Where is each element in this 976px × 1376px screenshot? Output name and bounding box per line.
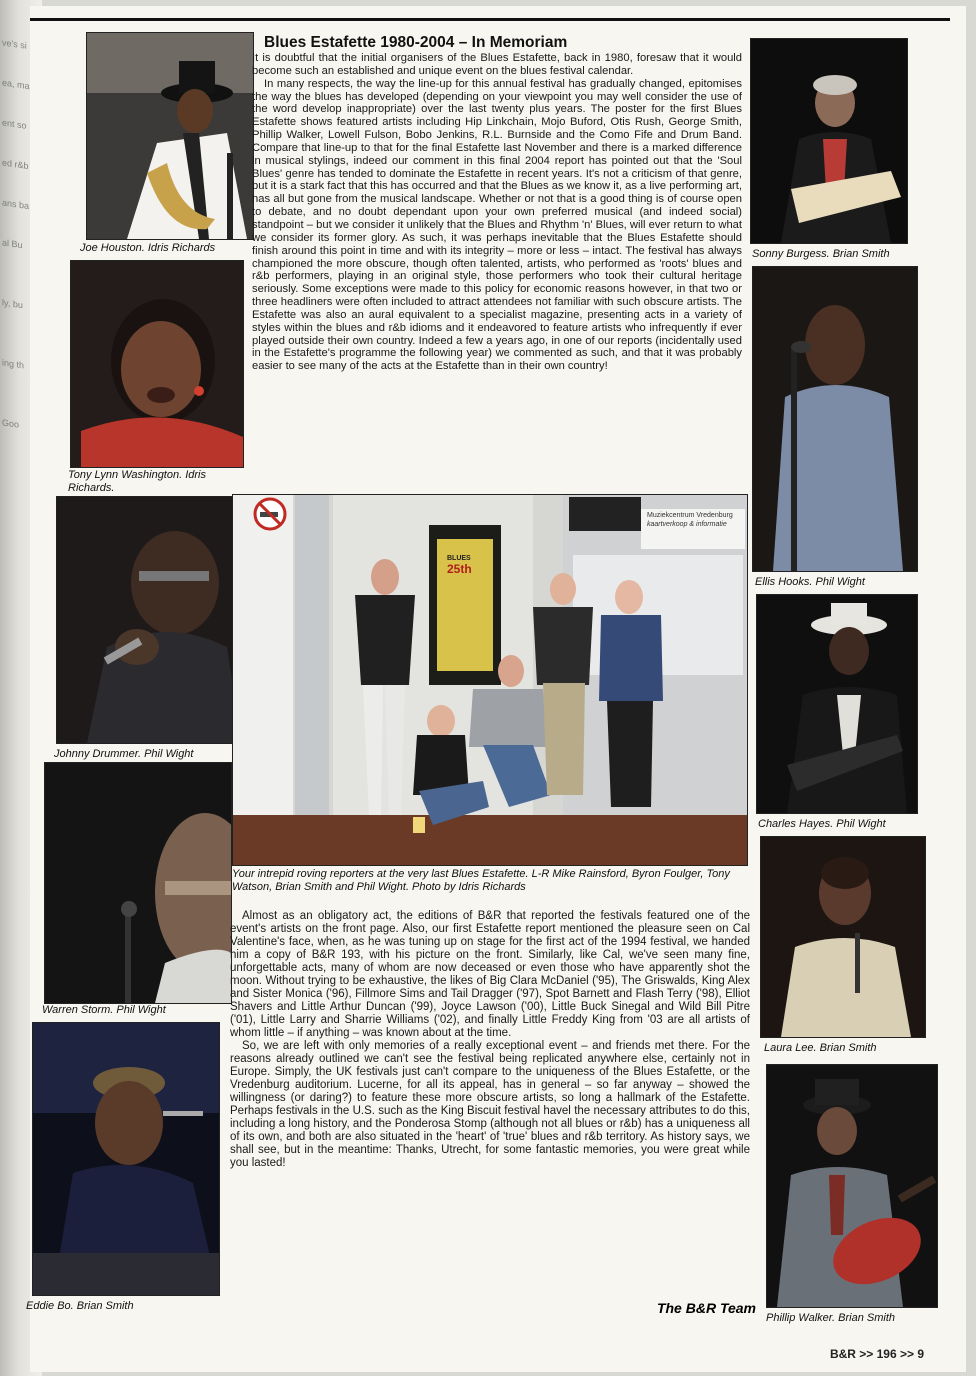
facing-page-edge: ve's si ea, ma ent so ed r&b ans ba al Bu ly, bu ing th Goo: [0, 0, 42, 1376]
photo-laura-lee: [760, 836, 926, 1038]
caption-charles-hayes: Charles Hayes. Phil Wight: [758, 818, 886, 830]
page-footer: B&R >> 196 >> 9: [829, 1347, 924, 1361]
no-smoking-icon: [252, 496, 288, 532]
poster-label: BLUES 25th: [447, 555, 472, 576]
caption-laura-lee: Laura Lee. Brian Smith: [764, 1042, 877, 1054]
article-closing-text: [230, 910, 750, 1170]
caption-tony-lynn-washington: Tony Lynn Washington. Idris Richards.: [68, 469, 206, 494]
venue-sign: Muziekcentrum Vredenburg kaartverkoop & informatie: [647, 512, 733, 528]
header-rule: [30, 18, 950, 21]
photo-charles-hayes: [756, 594, 918, 814]
caption-sonny-burgess: Sonny Burgess. Brian Smith: [752, 248, 890, 260]
caption-warren-storm: Warren Storm. Phil Wight: [42, 1004, 166, 1016]
article-title: Blues Estafette 1980-2004 – In Memoriam: [264, 34, 568, 51]
caption-ellis-hooks: Ellis Hooks. Phil Wight: [755, 576, 865, 588]
paragraph-3: Almost as an obligatory act, the editions of B&R that reported the festivals featured one of the event's artists on the front page. Also, our first Estafette report mentioned the pleasure seen on Cal Valentine's face, when, as he was tuning up on stage for the first act of the 1994 festival, we handed him a copy of B&R 193, with his picture on the front. Similarly, like Cal, we've seen many fine, unforgettable acts, many of whom are now deceased or even those who have apparently shot the moon. Without trying to be exhaustive, the likes of Big Clara McDaniel ('95), The Griswalds, King Alex and Sister Monica ('96), Fillmore Sims and Tail Dragger ('97), Spot Barnett and Flash Terry ('98), Elliot Shavers and Little Arthur Duncan ('99), Joyce Lawson ('00), Little Buck Sinegal and Wild Bill Pitre ('01), Little Larry and Sharrie Williams ('02), and finally Little Freddy King from '03 are all artists of whom little – if anything – was known about at the time.: [230, 910, 750, 1039]
article-intro-text: [252, 52, 742, 373]
photo-eddie-bo: [32, 1022, 220, 1296]
caption-johnny-drummer: Johnny Drummer. Phil Wight: [54, 748, 194, 760]
photo-tony-lynn-washington: [70, 260, 244, 468]
photo-phillip-walker: [766, 1064, 938, 1308]
signature: The B&R Team: [656, 1300, 756, 1316]
caption-eddie-bo: Eddie Bo. Brian Smith: [26, 1300, 134, 1312]
paragraph-4: So, we are left with only memories of a really exceptional event – and friends met there. For the reasons already outlined we can't see the festival being replicated anywhere else, certainly not in Europe. Simply, the UK festivals just can't compare to the uniqueness of the Blues Estafette, or the Vredenburg auditorium. Lucerne, for all its appeal, has in general – so far anyway – showed the willingness (or daring?) to feature these more obscure artists, so long a hallmark of the Estafette. Perhaps festivals in the U.S. such as the King Biscuit festival havel the necessary attributes to do this, including a long history, and the Ponderosa Stomp (although not all blues or r&b) has a uniqueness all of its own, and both are also situated in the 'heart' of 'true' blues and r&b territory. As history says, we shall see, but in the meantime: Thanks, Utrecht, for some fantastic memories, you were great while you lasted!: [230, 1040, 750, 1169]
photo-johnny-drummer: [56, 496, 242, 744]
photo-group-reporters: [232, 494, 748, 866]
photo-sonny-burgess: [750, 38, 908, 244]
caption-group-photo: Your intrepid roving reporters at the very last Blues Estafette. L-R Mike Rainsford, Byron Foulger, Tony Watson, Brian Smith and Phil Wight. Photo by Idris Richards: [232, 868, 730, 893]
photo-ellis-hooks: [752, 266, 918, 572]
caption-joe-houston: Joe Houston. Idris Richards: [80, 242, 216, 254]
paragraph-2: In many respects, the way the line-up for this annual festival has gradually changed, epitomises the way the blues has developed (depending on your viewpoint you may well consider the use of the word develop inappropriate) over the last twenty plus years. The poster for the first Blues Estafette shows featured artists including Hip Linkchain, Mojo Buford, Otis Rush, George Smith, Phillip Walker, Lowell Fulson, Bobo Jenkins, R.L. Burnside and the Como Fife and Drum Band. Compare that line-up to that for the final Estafette last November and there is a marked difference in musical stylings, indeed our comment in this final 2004 report has pointed out that the 'Soul Blues' genre has tended to dominate the Estafette in recent years. It's not a criticism of that genre, but it is a stark fact that this has occurred and that the Blues as we know it, as a live performing art, has all but gone from the musical landscape. Whether or not that is a good thing is of course open to debate, and no doubt dependant upon your own preferred musical (and indeed social) standpoint – but we consider it unlikely that the Blues and Rhythm 'n' Blues, will ever return to what we consider its former glory. As such, it was perhaps inevitable that the Blues Estafette should finish around this point in time and with its integrity – more or less – intact. The festival has always championed the more obscure, though often talented, artists, who performed as 'roots' blues and r&b performers, playing in an original style, those performers who took their cultural heritage seriously. Some exceptions were made to this policy for economic reasons however, in that two or three headliners were often included to attract attendees not familiar with such obscure artists. The Estafette was also an aural equivalent to a specialist magazine, presenting acts in a variety of styles within the blues and r&b idioms and it endeavored to feature artists who infrequently if ever played outside their own country. Indeed a few a years ago, in one of our reports (incidentally used in the Estafette's programme the following year) we commented as such, and that it was probably easier to see many of the acts at the Estafette than in their own country!: [252, 77, 742, 373]
photo-warren-storm: [44, 762, 232, 1004]
paragraph-1: It is doubtful that the initial organisers of the Blues Estafette, back in 1980, foresaw that it would become such an established and unique event on the blues festival calendar.: [252, 52, 742, 77]
photo-joe-houston: [86, 32, 254, 240]
caption-phillip-walker: Phillip Walker. Brian Smith: [766, 1312, 895, 1324]
